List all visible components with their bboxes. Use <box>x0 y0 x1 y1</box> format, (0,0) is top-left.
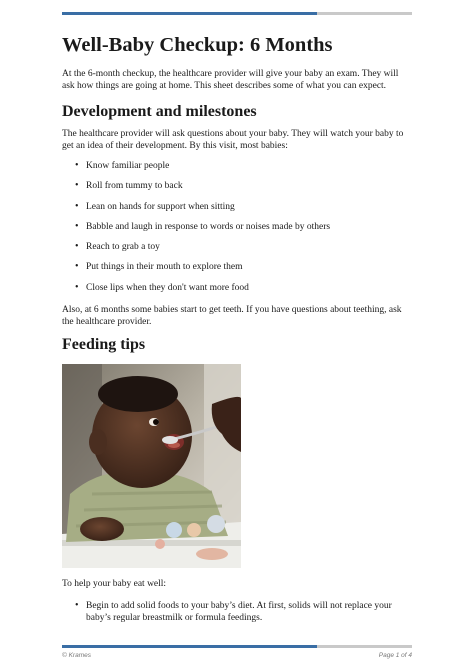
list-item: • Lean on hands for support when sitting <box>62 201 412 221</box>
footer-rule <box>62 645 412 648</box>
page-content <box>62 32 412 623</box>
list-item: • Begin to add solid foods to your baby’s diet. At first, solids will not replace your baby’s regular breastmilk or formula feedings. <box>62 600 412 624</box>
page-title: Well-Baby Checkup: 6 Months <box>62 34 333 56</box>
footer-copyright: © Krames <box>62 652 91 659</box>
list-item: • Know familiar people <box>62 160 412 180</box>
list-item: • Close lips when they don't want more food <box>62 282 412 302</box>
header-rule-accent <box>62 12 317 15</box>
feeding-heading: Feeding tips <box>62 336 146 353</box>
development-heading: Development and milestones <box>62 103 257 120</box>
intro-paragraph: At the 6-month checkup, the healthcare provider will give your baby an exam. They will ask how things are going at home. This sheet describes some of what you can expect. <box>62 69 399 91</box>
page-footer <box>62 652 412 659</box>
baby-feeding-photo <box>62 364 241 568</box>
milestones-list <box>62 160 412 302</box>
development-paragraph: The healthcare provider will ask questions about your baby. They will watch your baby to get an idea of their development. By this visit, most babies: <box>62 129 404 151</box>
list-item: • Roll from tummy to back <box>62 180 412 200</box>
page-number: Page 1 of 4 <box>378 652 412 659</box>
feeding-list <box>62 600 412 624</box>
list-item: • Babble and laugh in response to words or noises made by others <box>62 221 412 241</box>
list-item: • Put things in their mouth to explore them <box>62 261 412 281</box>
footer-rule-accent <box>62 645 317 648</box>
teething-paragraph: Also, at 6 months some babies start to get teeth. If you have questions about teething, ask the healthcare provider. <box>62 305 402 327</box>
feeding-help-text: To help your baby eat well: <box>62 579 167 589</box>
list-item: • Reach to grab a toy <box>62 241 412 261</box>
header-rule <box>62 12 412 15</box>
